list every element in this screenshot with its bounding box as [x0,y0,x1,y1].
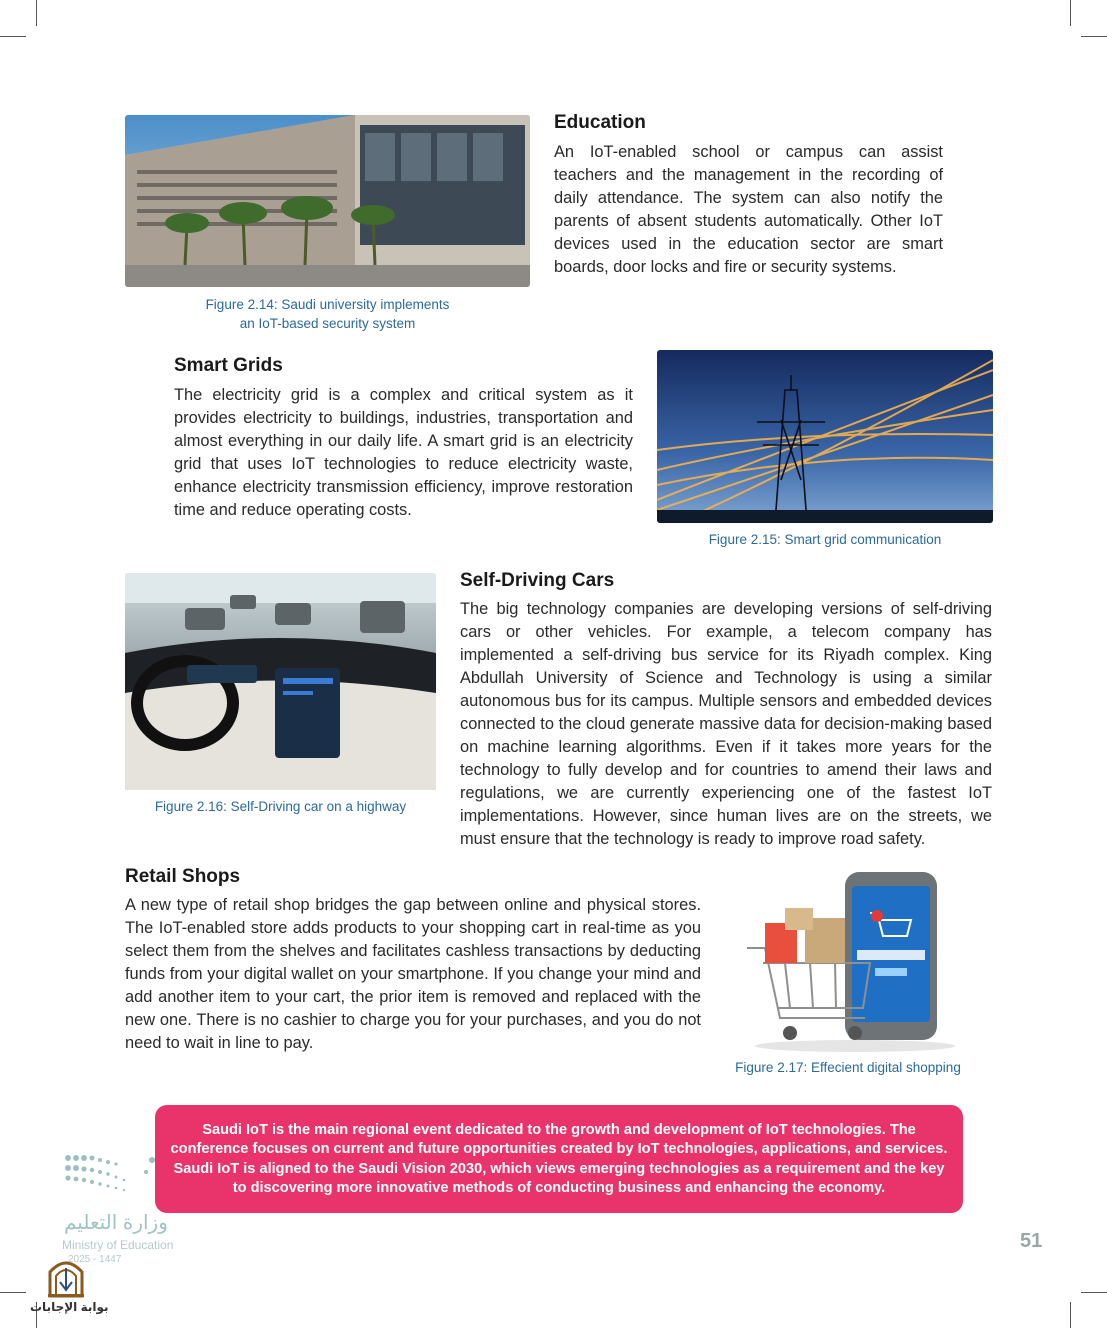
crop-mark [0,1292,26,1293]
dome-arch-icon [44,1254,88,1298]
saudi-iot-callout: Saudi IoT is the main regional event dedicated to the growth and development of IoT technologies. The conference focuses on current and future opportunities created by IoT technologies, applications, and services. Saudi IoT is aligned to the Saudi Vision 2030, which views emerging technologies as a requirement and the key to discovering more innovative methods of conducting business and enhancing the economy. [155,1105,963,1213]
figure-2-14-caption [125,295,530,333]
smart-grids-heading: Smart Grids [174,355,283,376]
figure-2-15-caption: Figure 2.15: Smart grid communication [708,532,942,547]
digital-shopping-image [735,868,961,1054]
portal-label: بوابة الإجابات [30,1300,109,1314]
education-heading: Education [554,112,646,133]
self-driving-car-image [125,573,436,790]
figure-2-17-caption: Figure 2.17: Effecient digital shopping [735,1060,961,1075]
caption-line: an IoT-based security system [239,316,416,331]
crop-mark [1070,0,1071,26]
smart-grids-paragraph: The electricity grid is a complex and critical system as it provides electricity to buildings, industries, transportation and almost everything in our daily life. A smart grid is an electricity grid that uses IoT technologies to reduce electricity waste, enhance electricity transmission efficiency, improve restoration time and reduce operating costs. [174,386,633,519]
crop-mark [1070,1302,1071,1328]
ministry-years: 2025 - 1447 [68,1254,122,1265]
retail-paragraph: A new type of retail shop bridges the gap between online and physical stores. The IoT-enabled store adds products to your shopping cart in real-time as you select them from the shelves and facilitates cashless transactions by deducting funds from your digital wallet on your smartphone. If you change your mind and add another item to your cart, the prior item is removed and replaced with the new one. There is no cashier to charge you for your purchases, and you do not need to wait in line to pay. [125,896,701,1052]
self-driving-heading: Self-Driving Cars [460,570,615,591]
ministry-english-name: Ministry of Education [62,1238,174,1252]
crop-mark [1081,1292,1107,1293]
figure-2-16-caption: Figure 2.16: Self-Driving car on a highway [154,799,407,814]
retail-heading: Retail Shops [125,866,241,887]
crop-mark [1081,36,1107,37]
education-paragraph: An IoT-enabled school or campus can assist teachers and the management in the recording of daily attendance. The system can also notify the parents of absent students automatically. Other IoT devices used in the education sector are smart boards, door locks and fire or security systems. [554,143,943,276]
caption-line: Figure 2.14: Saudi university implements [205,297,450,312]
crop-mark [36,0,37,26]
power-tower-image [657,350,993,523]
self-driving-paragraph: The big technology companies are developing versions of self-driving cars or other vehicles. For example, a telecom company has implemented a self-driving bus service for its Riyadh complex. King Abdullah University of Science and Technology is using a similar autonomous bus for its campus. Multiple sensors and embedded devices connected to the cloud generate massive data for decision-making based on machine learning algorithms. Even if it takes more years for the technology to fully develop and for countries to amend their laws and regulations, we are currently experiencing one of the fastest IoT implementations. However, since human lives are on the streets, we must ensure that the technology is ready to improve road safety. [460,600,992,848]
university-building-image [125,115,530,287]
crop-mark [0,36,26,37]
ministry-arabic-name: وزارة التعليم [64,1212,168,1234]
answers-portal-logo [28,1254,109,1320]
page-number: 51 [1020,1230,1043,1252]
